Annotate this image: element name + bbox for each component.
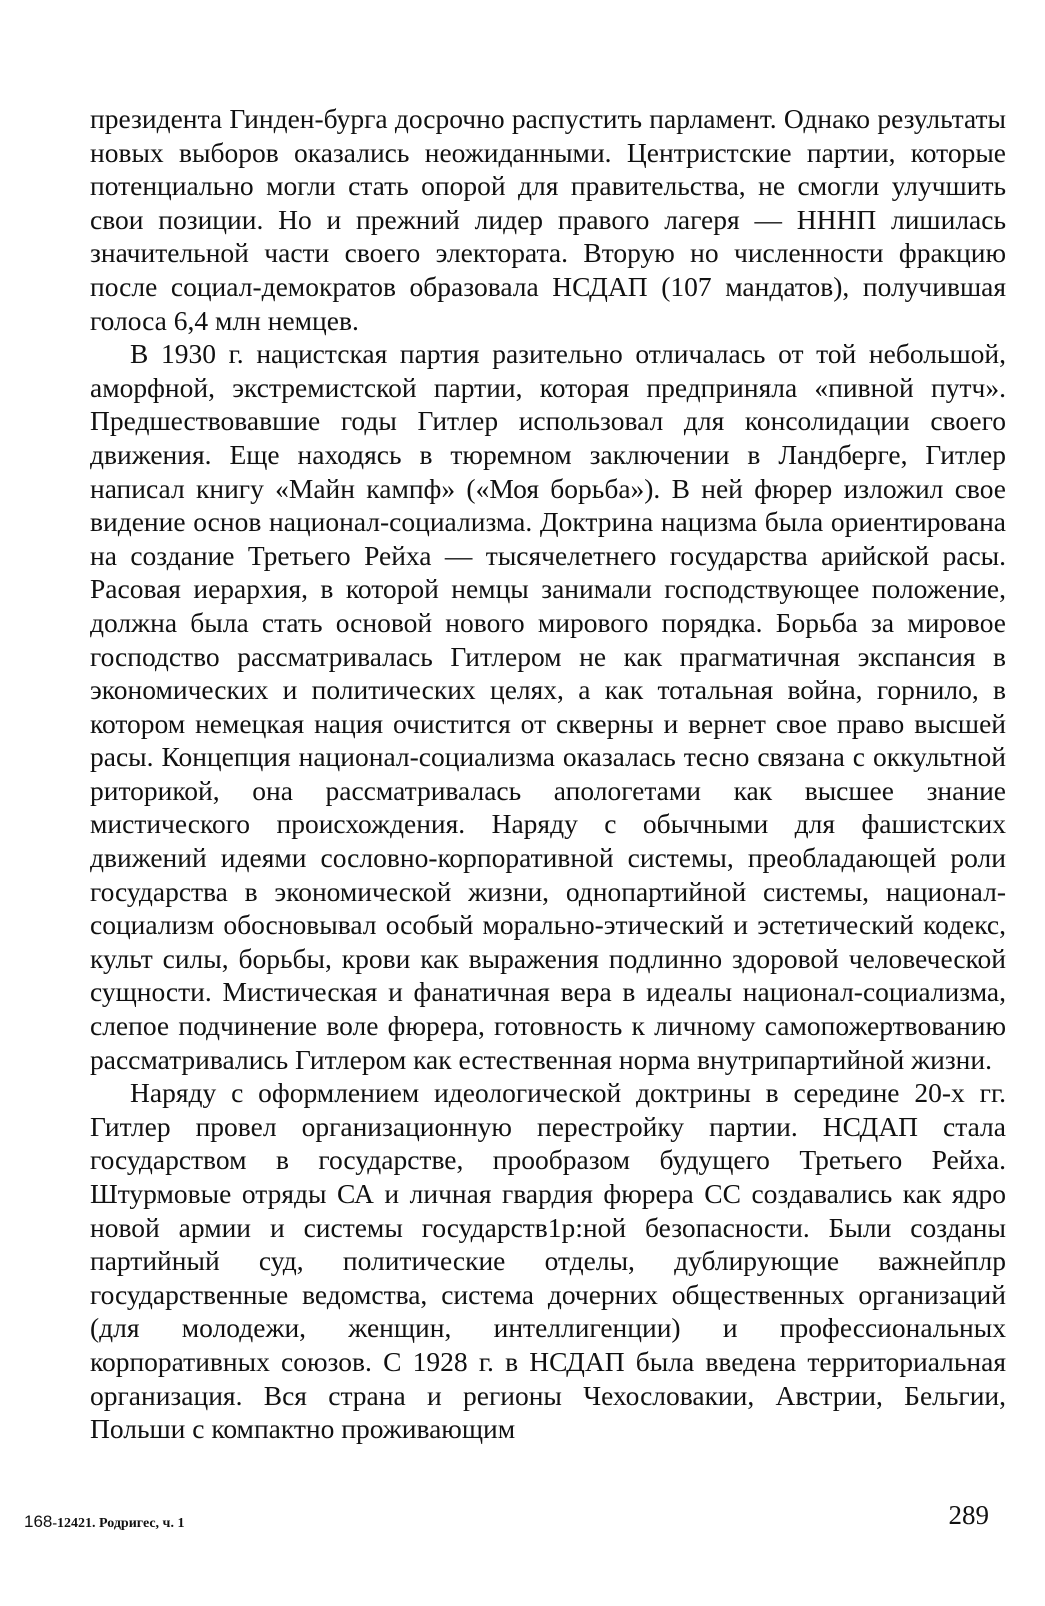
page-number: 289 [948,1500,989,1530]
body-text [90,102,1006,1446]
printer-signature [24,1512,184,1532]
paragraph-party-organization: Наряду с оформлением идеологической доктрины в середине 20-х гг. Гитлер провел организационную перестройку партии. НСДАП стала государством в государстве, прообразом будущего Третьего Рейха. Штурмовые отряды СА и личная гвардия фюрера СС создавались как ядро новой армии и системы государств1р:ной безопасности. Были созданы партийный суд, политические отделы, дублирующие важнейплр государственные ведомства, система дочерних общественных организаций (для молодежи, женщин, интеллигенции) и профессиональных корпоративных союзов. С 1928 г. в НСДАП была введена территориальная организация. Вся страна и регионы Чехословакии, Австрии, Бельгии, Польши с компактно проживающим [90,1077,1006,1445]
paragraph-continued: президента Гинден-бурга досрочно распустить парламент. Однако результаты новых выборов оказались неожиданными. Центристские партии, которые потенциально могли стать опорой для правительства, не смогли улучшить свои позиции. Но и прежний лидер правого лагеря — НННП лишилась значительной части своего электората. Вторую но численности фракцию после социал-демократов образовала НСДАП (107 мандатов), получившая голоса 6,4 млн немцев. [90,103,1006,336]
signature-text: -12421. Родригес, ч. 1 [52,1516,185,1531]
signature-number: 168 [24,1512,53,1531]
paragraph-nsdap-1930: В 1930 г. нацистская партия разительно отличалась от той небольшой, аморфной, экстремистской партии, которая предприняла «пивной путч». Предшествовавшие годы Гитлер использовал для консолидации своего движения. Еще находясь в тюремном заключении в Ландберге, Гитлер написал книгу «Майн кампф» («Моя борьба»). В ней фюрер изложил свое видение основ национал-социализма. Доктрина нацизма была ориентирована на создание Третьего Рейха — тысячелетнего государства арийской расы. Расовая иерархия, в которой немцы занимали господствующее положение, должна была стать основой нового мирового порядка. Борьба за мировое господство рассматривалась Гитлером не как прагматичная экспансия в экономических и политических целях, а как тотальная война, горнило, в котором немецкая нация очистится от скверны и вернет свое право высшей расы. Концепция национал-социализма оказалась тесно связана с оккультной риторикой, она рассматривалась апологетами как высшее знание мистического происхождения. Наряду с обычными для фашистских движений идеями сословно-корпоративной системы, преобладающей роли государства в экономической жизни, однопартийной системы, национал-социализм обосновывал особый морально-этический и эстетический кодекс, культ силы, борьбы, крови как выражения подлинно здоровой человеческой сущности. Мистическая и фанатичная вера в идеалы национал-социализма, слепое подчинение воле фюрера, готовность к личному самопожертвованию рассматривались Гитлером как естественная норма внутрипартийной жизни. [90,338,1006,1075]
